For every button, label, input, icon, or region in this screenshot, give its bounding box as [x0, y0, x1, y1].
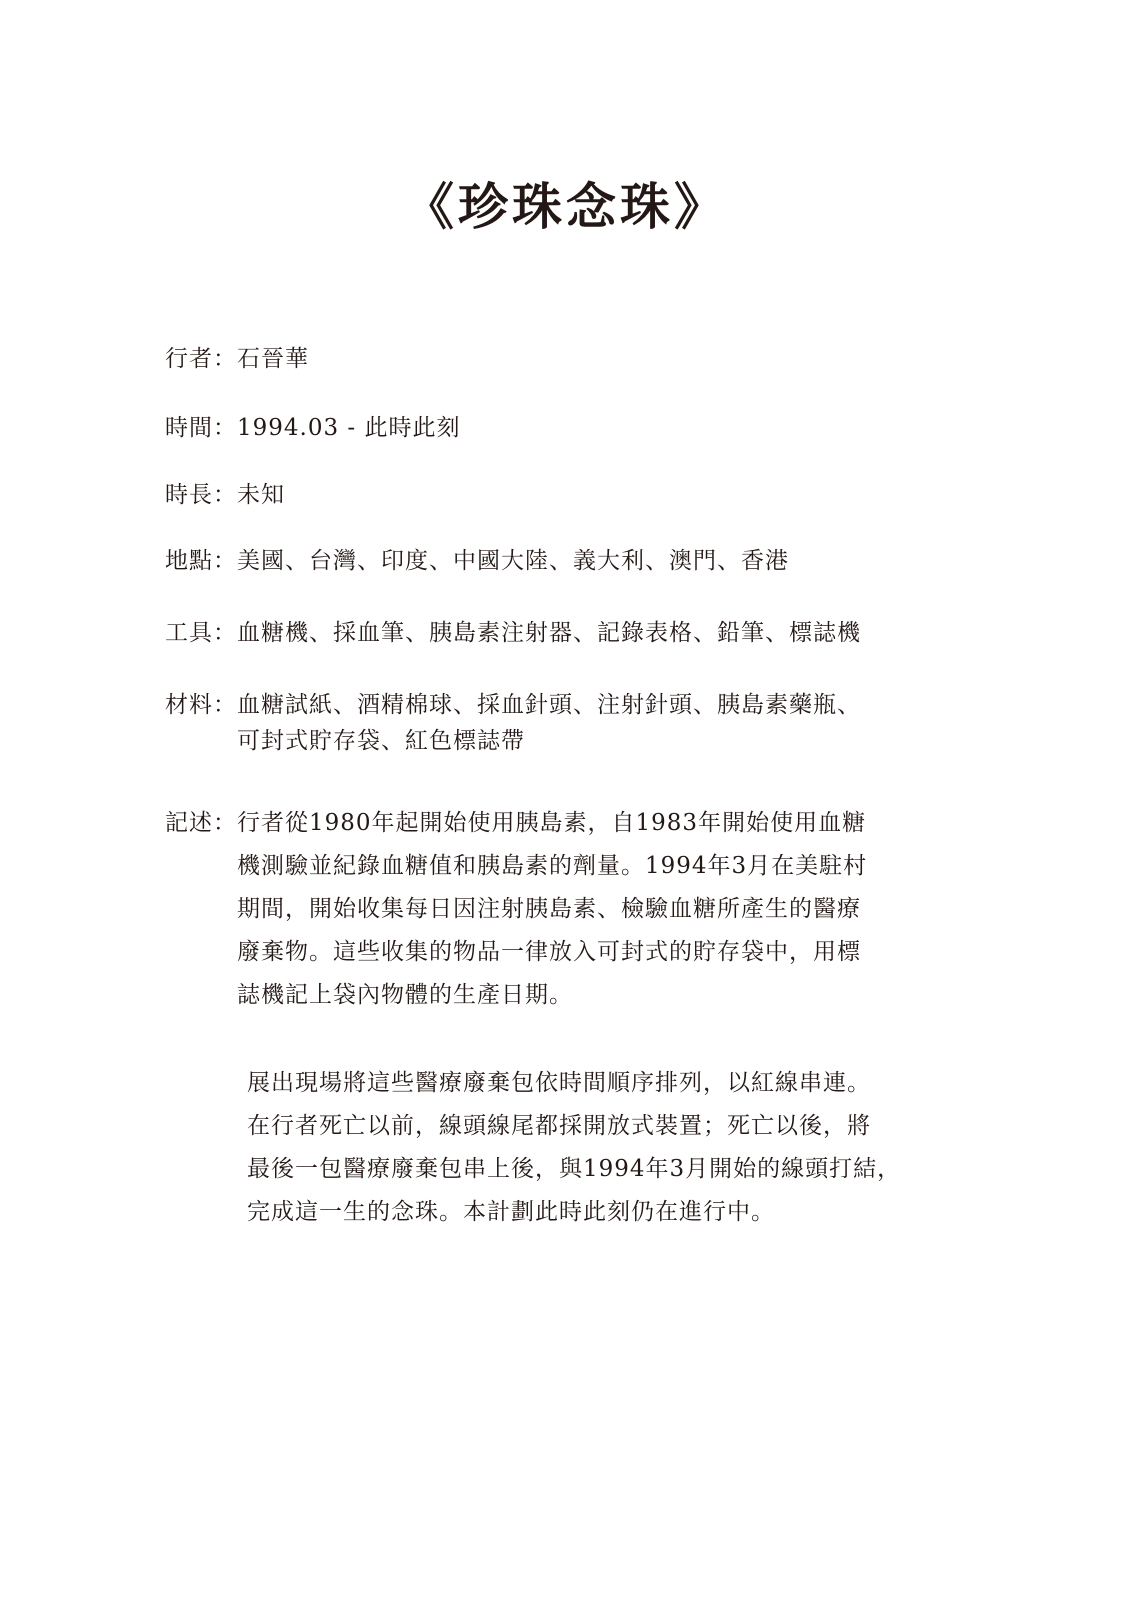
field-label: 時間： — [165, 415, 237, 441]
field-description — [165, 805, 965, 1017]
field-value-line: 石晉華 — [237, 346, 309, 372]
paragraph-line: 行者從1980年起開始使用胰島素，自1983年開始使用血糖 — [237, 809, 867, 836]
field-duration — [165, 477, 965, 513]
paragraph-line: 在行者死亡以前，線頭線尾都採開放式裝置；死亡以後，將 — [247, 1113, 871, 1139]
field-label: 記述： — [165, 810, 237, 836]
field-value — [237, 543, 965, 579]
description-paragraph-2 — [247, 1062, 967, 1234]
field-value — [237, 477, 965, 513]
field-performer — [165, 341, 965, 377]
field-materials — [165, 687, 965, 759]
field-label: 時長： — [165, 482, 237, 508]
field-label: 材料： — [165, 692, 237, 718]
field-label: 行者： — [165, 346, 237, 372]
field-location — [165, 543, 965, 579]
field-time — [165, 410, 965, 446]
paragraph-line: 廢棄物。這些收集的物品一律放入可封式的貯存袋中，用標 — [237, 938, 861, 965]
field-value-line: 可封式貯存袋、紅色標誌帶 — [237, 728, 525, 754]
field-label: 地點： — [165, 548, 237, 574]
field-value-line: 血糖試紙、酒精棉球、採血針頭、注射針頭、胰島素藥瓶、 — [237, 692, 861, 718]
field-label: 工具： — [165, 620, 237, 646]
description-paragraph-1 — [237, 805, 965, 1017]
field-value — [237, 341, 965, 377]
document-title: 《珍珠念珠》 — [404, 177, 728, 236]
field-value — [237, 687, 965, 759]
paragraph-line: 期間，開始收集每日因注射胰島素、檢驗血糖所產生的醫療 — [237, 895, 861, 922]
field-value-line: 血糖機、採血筆、胰島素注射器、記錄表格、鉛筆、標誌機 — [237, 620, 861, 646]
field-tools — [165, 615, 965, 651]
field-value-line: 美國、台灣、印度、中國大陸、義大利、澳門、香港 — [237, 548, 789, 574]
paragraph-line: 完成這一生的念珠。本計劃此時此刻仍在進行中。 — [247, 1199, 775, 1225]
field-value-line: 1994.03 - 此時此刻 — [237, 415, 461, 441]
field-value — [237, 410, 965, 446]
field-value-line: 未知 — [237, 482, 285, 508]
paragraph-line: 機測驗並紀錄血糖值和胰島素的劑量。1994年3月在美駐村 — [237, 852, 868, 879]
paragraph-line: 誌機記上袋內物體的生產日期。 — [237, 981, 573, 1008]
field-value — [237, 615, 965, 651]
paragraph-line: 最後一包醫療廢棄包串上後，與1994年3月開始的線頭打結， — [247, 1156, 902, 1182]
paragraph-line: 展出現場將這些醫療廢棄包依時間順序排列，以紅線串連。 — [247, 1070, 871, 1096]
